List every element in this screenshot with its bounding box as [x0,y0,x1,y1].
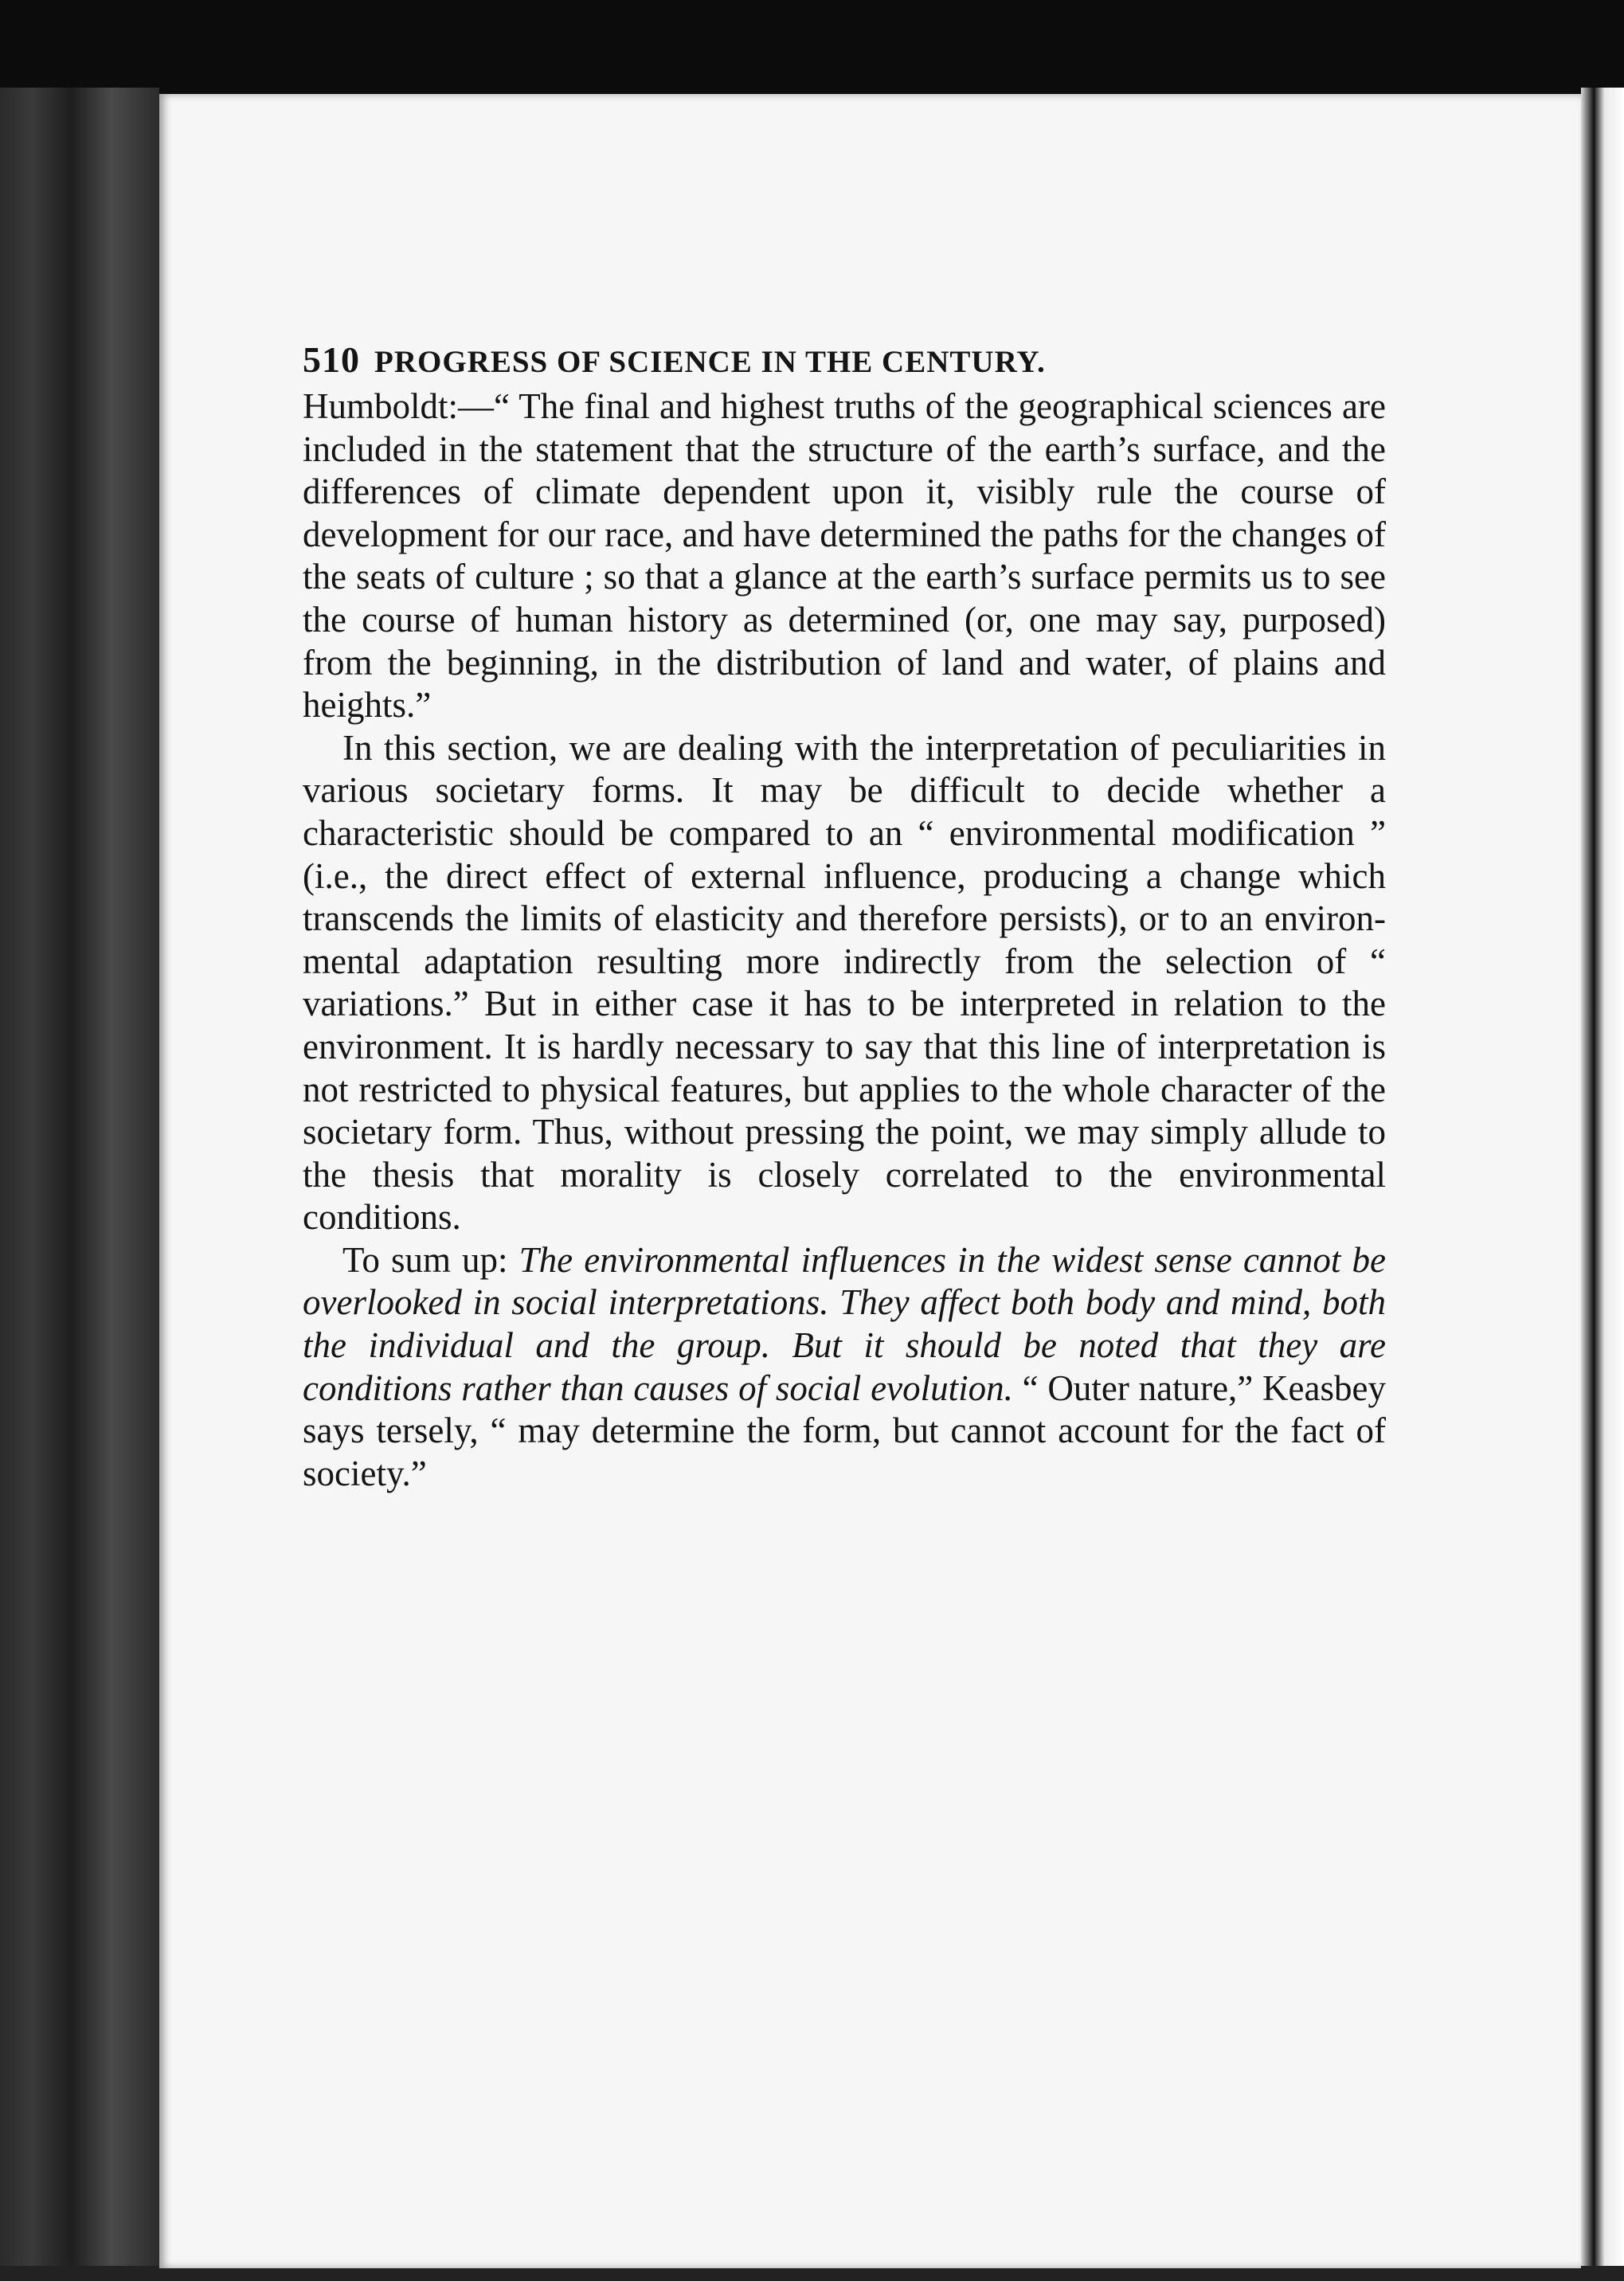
book-binding-edge [0,88,159,2281]
running-head [303,338,1386,381]
page-number: 510 [303,339,360,380]
scan-top-border [0,0,1624,102]
summary-intro: To sum up: [342,1239,519,1280]
summary-italic-thesis: The environmental influences in the widest sense cannot be overlooked in social interpretations. They affect both body and mind, both the individual and the group. But it should be noted that they are conditions rather than causes of social evolution. [303,1239,1386,1408]
paragraph-environmental-interpretation: In this section, we are dealing with the interpretation of peculiarities in various societary forms. It may be difficult to decide whether a characteristic should be compared to an “ environmental modification ” (i.e., the direct effect of external influence, producing a change which transcends the limits of elasticity and therefore persists), or to an environmental adaptation resulting more indirectly from the selection of “ variations.” But in either case it has to be interpreted in relation to the environment. It is hardly necessary to say that this line of interpretation is not restricted to physical features, but applies to the whole character of the societary form. Thus, without pressing the point, we may simply allude to the thesis that morality is closely correlated to the environmental conditions. [303,727,1386,1238]
paragraph-summary [303,1239,1386,1496]
running-title: PROGRESS OF SCIENCE IN THE CENTURY. [374,345,1046,379]
summary-keasbey-quote: “ Outer nature,” Keasbey says tersely, “ may determine the form, but cannot account for the fact of society.” [303,1367,1386,1493]
page-right-edge [1581,88,1624,2281]
page-text-block [303,338,1386,1495]
paragraph-humboldt-quote: Humboldt:—“ The final and highest truths of the geographical sciences are included in the statement that the structure of the earth’s surface, and the differences of climate dependent upon it, visibly rule the course of development for our race, and have determined the paths for the changes of the seats of culture ; so that a glance at the earth’s surface permits us to see the course of human history as determined (or, one may say, purposed) from the beginning, in the distribution of land and water, of plains and heights.” [303,386,1386,726]
